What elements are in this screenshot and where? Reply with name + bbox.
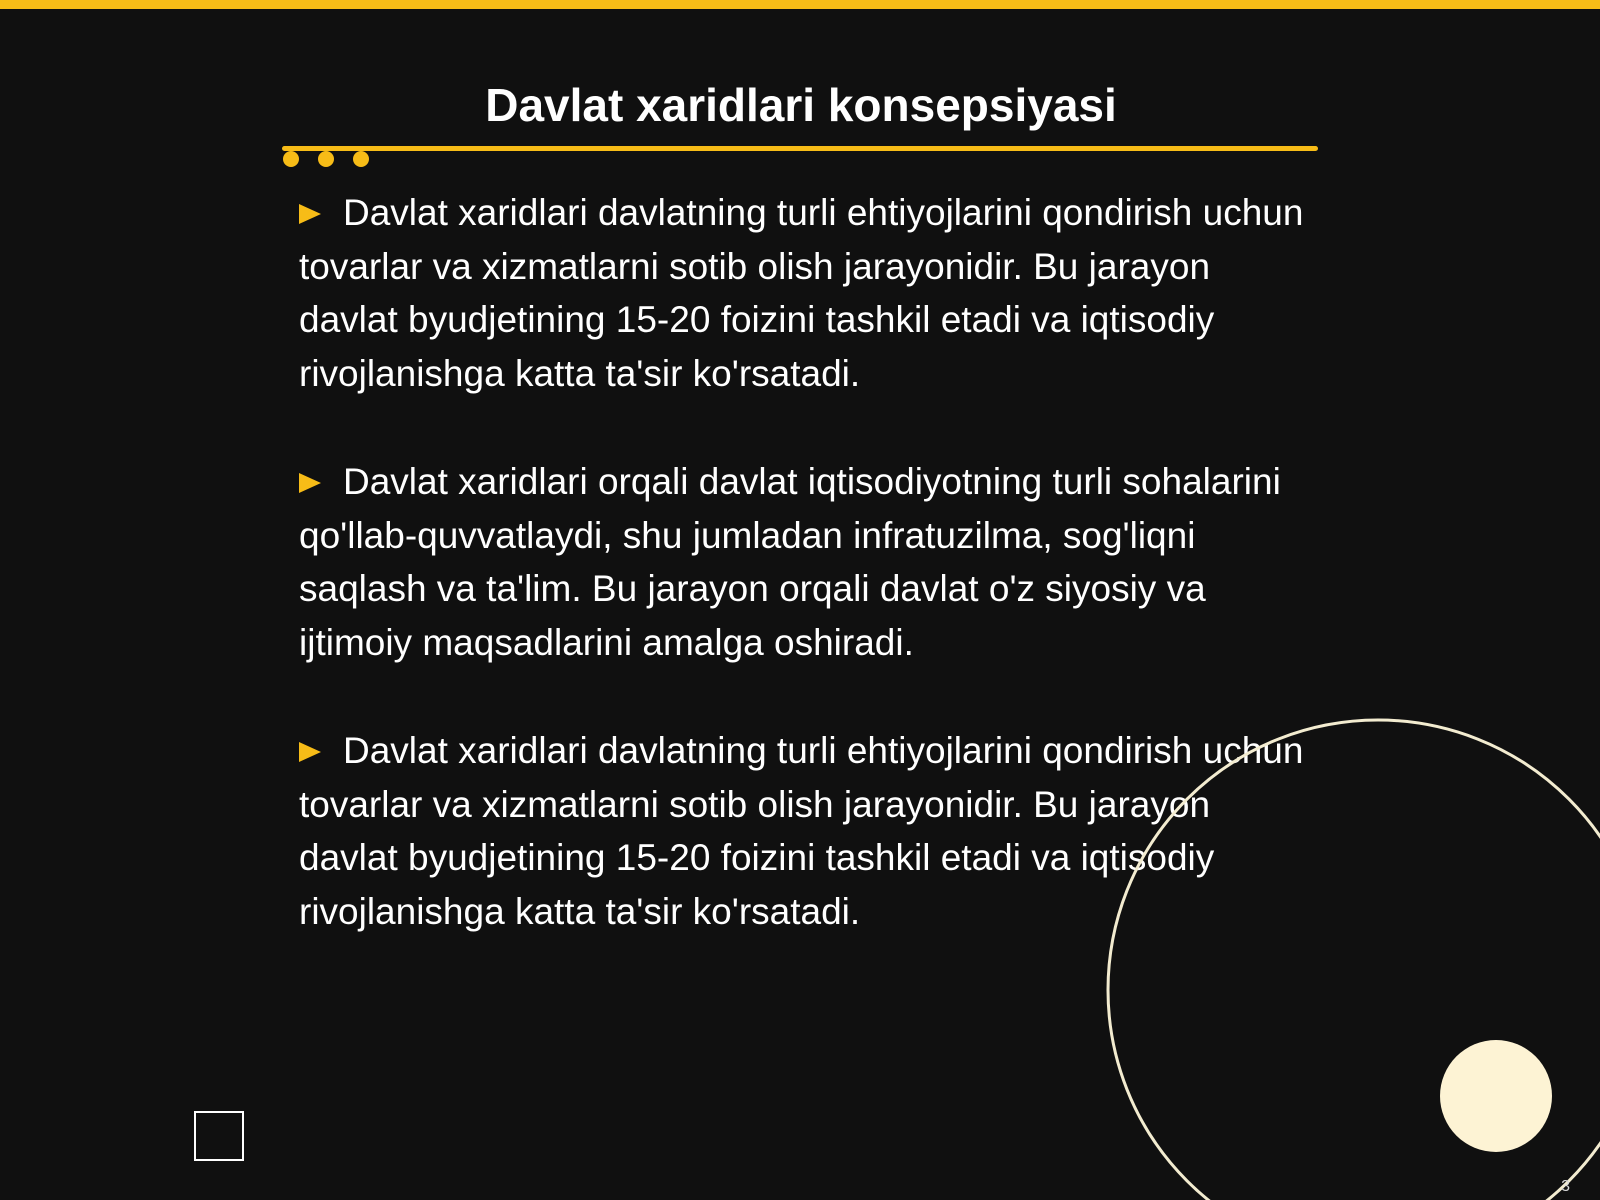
triangle-right-icon xyxy=(299,473,321,493)
decor-dot xyxy=(353,151,369,167)
decor-dot xyxy=(283,151,299,167)
bullet-item xyxy=(299,724,1319,938)
decor-circle-filled xyxy=(1440,1040,1552,1152)
top-accent-bar xyxy=(0,0,1600,9)
bullet-item xyxy=(299,186,1319,400)
bullet-text: Davlat xaridlari davlatning turli ehtiyojlarini qondirish uchun tovarlar va xizmatlarni sotib olish jarayonidir. Bu jarayon davlat byudjetining 15-20 foizini tashkil etadi va iqtisodiy rivojlanishga katta ta'sir ko'rsatadi. xyxy=(299,192,1304,394)
bullet-text: Davlat xaridlari davlatning turli ehtiyojlarini qondirish uchun tovarlar va xizmatlarni sotib olish jarayonidir. Bu jarayon davlat byudjetining 15-20 foizini tashkil etadi va iqtisodiy rivojlanishga katta ta'sir ko'rsatadi. xyxy=(299,730,1304,932)
triangle-right-icon xyxy=(299,204,321,224)
triangle-right-icon xyxy=(299,742,321,762)
bullet-text: Davlat xaridlari orqali davlat iqtisodiyotning turli sohalarini qo'llab-quvvatlaydi, shu jumladan infratuzilma, sog'liqni saqlash va ta'lim. Bu jarayon orqali davlat o'z siyosiy va ijtimoiy maqsadlarini amalga oshiradi. xyxy=(299,461,1281,663)
decor-square-outline xyxy=(194,1111,244,1161)
decor-dot xyxy=(318,151,334,167)
bullet-list xyxy=(299,186,1319,938)
page-number: 3 xyxy=(1561,1178,1570,1195)
title-underline xyxy=(282,146,1318,151)
slide-title: Davlat xaridlari konsepsiyasi xyxy=(485,79,1117,131)
bullet-item xyxy=(299,455,1319,669)
